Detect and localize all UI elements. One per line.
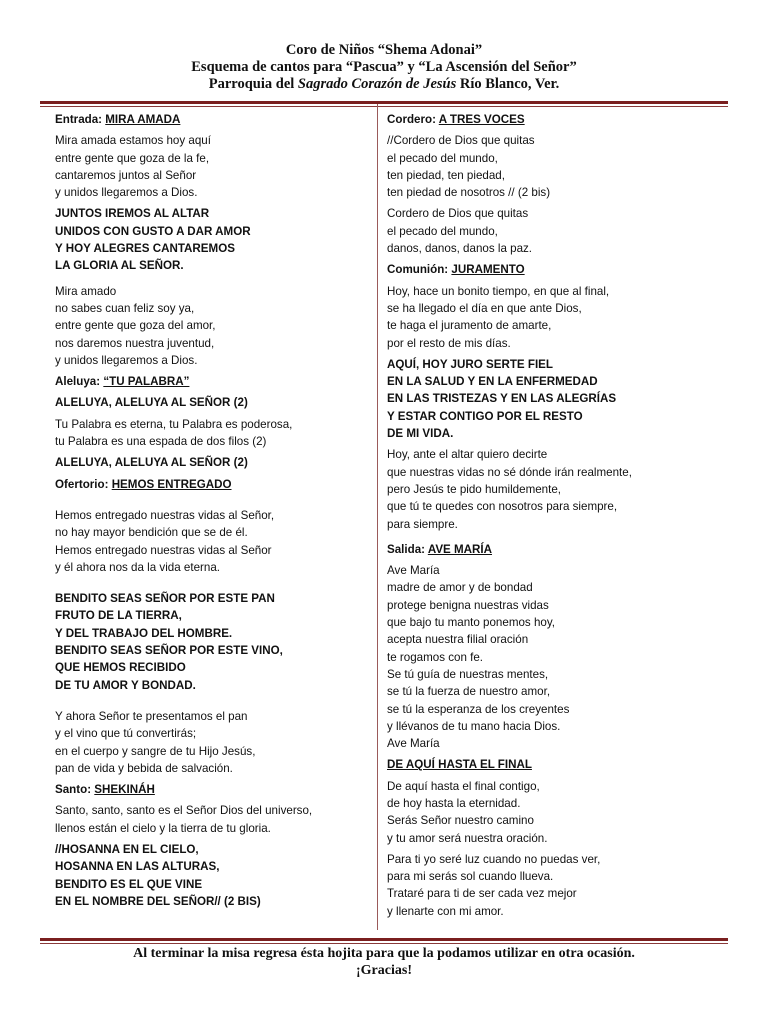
cordero-verse-1: //Cordero de Dios que quitas el pecado del mundo, ten piedad, ten piedad, ten piedad de nosotros // (2 bis): [387, 134, 551, 200]
santo-title: Santo: SHEKINÁH: [55, 783, 155, 797]
ofertorio-title: Ofertorio: HEMOS ENTREGADO: [55, 477, 232, 491]
right-column: [387, 111, 717, 920]
column-divider: [377, 104, 378, 930]
ofertorio-verse-2: Y ahora Señor te presentamos el pan y el vino que tú convertirás; en el cuerpo y sangre de tu Hijo Jesús, pan de vida y bebida de salvación.: [55, 709, 256, 775]
aleluya-title: Aleluya: “TU PALABRA”: [55, 375, 190, 389]
footer-line-2: ¡Gracias!: [356, 963, 412, 978]
header-rule-thin: [40, 106, 728, 107]
header-rule: [40, 101, 728, 104]
cordero-title: Cordero: A TRES VOCES: [387, 113, 525, 126]
left-column: [55, 111, 375, 910]
final-verse-1: De aquí hasta el final contigo, de hoy hasta la eternidad. Serás Señor nuestro camino y tu amor será nuestra oración.: [387, 779, 548, 845]
entrada-title: Entrada: MIRA AMADA: [55, 113, 181, 126]
aleluya-chorus-2: ALELUYA, ALELUYA AL SEÑOR (2): [55, 456, 248, 470]
santo-verse: Santo, santo, santo es el Señor Dios del universo, llenos están el cielo y la tierra de tu gloria.: [55, 804, 313, 835]
entrada-verse-1: Mira amada estamos hoy aquí entre gente que goza de la fe, cantaremos juntos al Señor y unidos llegaremos a Dios.: [55, 134, 211, 200]
footer-rule: [40, 938, 728, 941]
entrada-verse-2: Mira amado no sabes cuan feliz soy ya, entre gente que goza del amor, nos daremos nuestra juventud, y unidos llegaremos a Dios.: [55, 284, 216, 367]
cordero-verse-2: Cordero de Dios que quitas el pecado del mundo, danos, danos, danos la paz.: [387, 207, 533, 256]
ofertorio-chorus: BENDITO SEAS SEÑOR POR ESTE PAN FRUTO DE LA TIERRA, Y DEL TRABAJO DEL HOMBRE. BENDITO SEAS SEÑOR POR ESTE VINO, QUE HEMOS RECIBIDO DE TU AMOR Y BONDAD.: [55, 592, 283, 692]
document-header: [0, 42, 768, 93]
final-title: DE AQUÍ HASTA EL FINAL: [387, 758, 532, 772]
salida-title: Salida: AVE MARÍA: [387, 542, 493, 556]
comunion-verse-2: Hoy, ante el altar quiero decirte que nuestras vidas no sé dónde irán realmente, pero Jesús te pido humildemente, que tú te quedes con nosotros para siempre, para siempre.: [387, 448, 632, 531]
aleluya-verse: Tu Palabra es eterna, tu Palabra es poderosa, tu Palabra es una espada de dos filos (2): [55, 417, 293, 449]
comunion-title: Comunión: JURAMENTO: [387, 263, 525, 277]
comunion-verse-1: Hoy, hace un bonito tiempo, en que al final, se ha llegado el día en que ante Dios, te haga el juramento de amarte, por el resto de mis días.: [387, 284, 610, 350]
aleluya-chorus-1: ALELUYA, ALELUYA AL SEÑOR (2): [55, 396, 248, 410]
comunion-chorus: AQUÍ, HOY JURO SERTE FIEL EN LA SALUD Y EN LA ENFERMEDAD EN LAS TRISTEZAS Y EN LAS ALEGRÍAS Y ESTAR CONTIGO POR EL RESTO DE MI VIDA.: [387, 357, 617, 441]
entrada-chorus: JUNTOS IREMOS AL ALTAR UNIDOS CON GUSTO A DAR AMOR Y HOY ALEGRES CANTAREMOS LA GLORIA AL SEÑOR.: [55, 207, 251, 273]
footer-rule-thin: [40, 943, 728, 944]
santo-chorus: //HOSANNA EN EL CIELO, HOSANNA EN LAS ALTURAS, BENDITO ES EL QUE VINE EN EL NOMBRE DEL SEÑOR// (2 BIS): [55, 842, 261, 908]
parish-line: Parroquia del Sagrado Corazón de Jesús Río Blanco, Ver.: [208, 76, 560, 92]
final-verse-2: Para ti yo seré luz cuando no puedas ver, para mi serás sol cuando llueva. Trataré para ti de ser cada vez mejor y llenarte con mi amor.: [387, 852, 601, 918]
choir-title: Coro de Niños “Shema Adonai”: [285, 42, 483, 58]
program-title: Esquema de cantos para “Pascua” y “La Ascensión del Señor”: [191, 59, 577, 75]
salida-verse: Ave María madre de amor y de bondad protege benigna nuestras vidas que bajo tu manto ponemos hoy, acepta nuestra filial oración te rogamos con fe. Se tú guía de nuestras mentes, se tú la fuerza de nuestro amor, se tú la esperanza de los creyentes y llévanos de tu mano hacia Dios. Ave María: [387, 564, 570, 751]
footer-line-1: Al terminar la misa regresa ésta hojita para que la podamos utilizar en otra ocasión.: [133, 946, 635, 961]
ofertorio-verse-1: Hemos entregado nuestras vidas al Señor, no hay mayor bendición que se de él. Hemos entregado nuestras vidas al Señor y él ahora nos da la vida eterna.: [55, 508, 275, 574]
footer-note: [0, 945, 768, 979]
